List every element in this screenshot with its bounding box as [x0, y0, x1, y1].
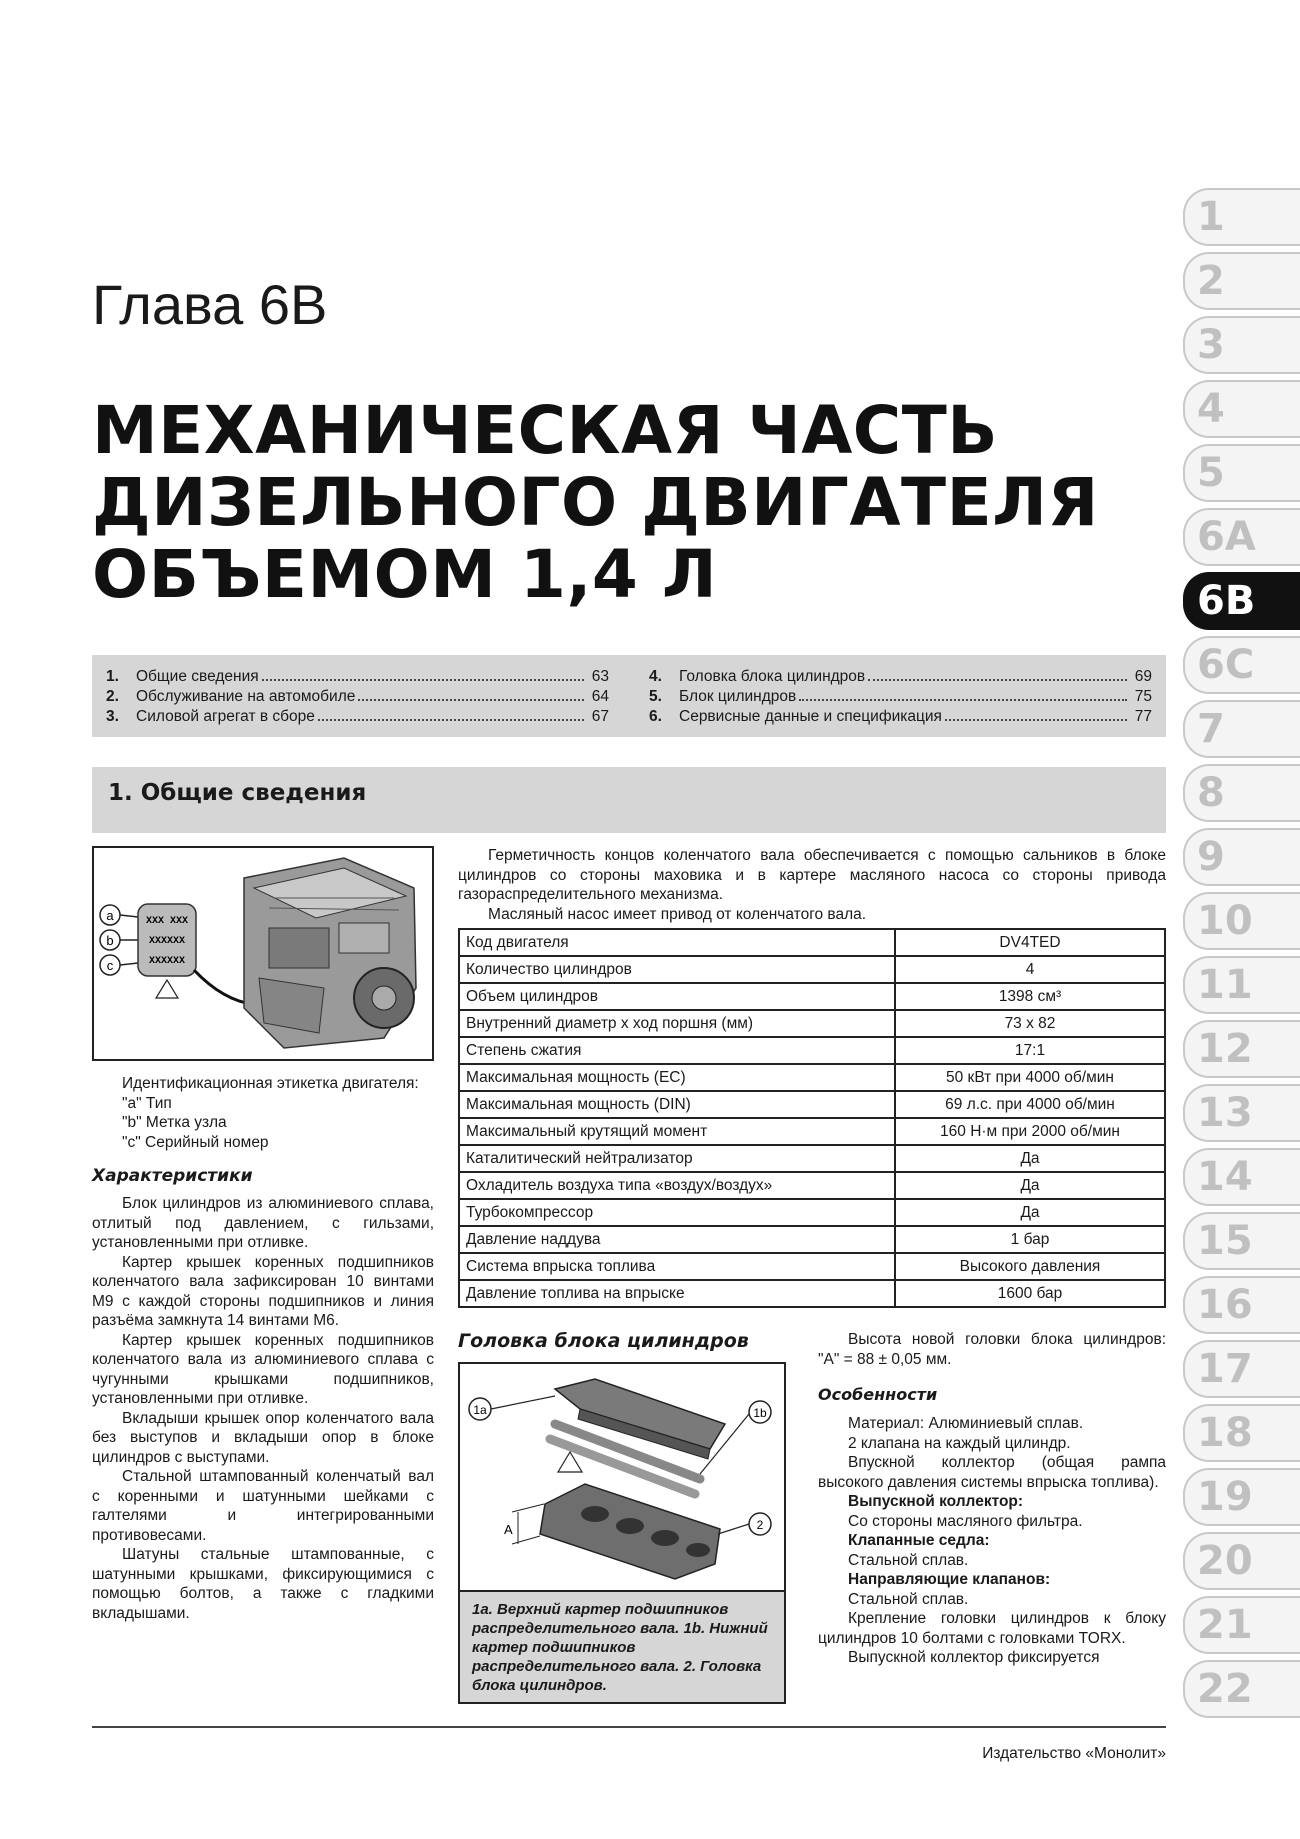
dimension-line	[512, 1504, 544, 1544]
paragraph: Вкладыши крышек опор коленчатого вала без выступов и вкладыши опор в блоке цилиндров с выступами.	[92, 1409, 434, 1466]
valve-seats-label: Клапанные седла:	[848, 1532, 990, 1549]
characteristics-heading: Характеристики	[92, 1166, 253, 1186]
marker-1a: 1a	[473, 1403, 487, 1417]
spec-param: Турбокомпрессор	[459, 1199, 895, 1226]
engine-illustration	[92, 846, 434, 1061]
spec-value: 17:1	[895, 1037, 1165, 1064]
spec-value: Да	[895, 1172, 1165, 1199]
figure-caption: 1a. Верхний картер подшипников распределительного вала. 1b. Нижний картер подшипников распределительного вала. 2. Головка блока цилиндров.	[458, 1592, 786, 1704]
title-line: МЕХАНИЧЕСКАЯ ЧАСТЬ	[92, 392, 999, 469]
spec-value: Высокого давления	[895, 1253, 1165, 1280]
toc-entry[interactable]	[649, 707, 1152, 727]
chapter-tab[interactable]: 2	[1183, 252, 1300, 310]
toc-number: 2.	[106, 688, 119, 705]
table-row	[459, 1118, 1165, 1145]
chapter-tab[interactable]: 15	[1183, 1212, 1300, 1270]
paragraph: Стальной штампованный коленчатый вал с коренными и шатунными шейками с галтелями и интегрированными противовесами.	[92, 1468, 434, 1544]
toc-title: Сервисные данные и спецификация	[679, 708, 942, 725]
valve-guides-label: Направляющие клапанов:	[848, 1571, 1051, 1588]
features-heading: Особенности	[818, 1385, 938, 1404]
material-text: Материал: Алюминиевый сплав.	[848, 1415, 1084, 1432]
toc-number: 1.	[106, 668, 119, 685]
marker-c: c	[106, 958, 114, 973]
table-row	[459, 1064, 1165, 1091]
spec-value: 1600 бар	[895, 1280, 1165, 1307]
table-row	[459, 1199, 1165, 1226]
spec-value: Да	[895, 1145, 1165, 1172]
table-row	[459, 1226, 1165, 1253]
spec-param: Объем цилиндров	[459, 983, 895, 1010]
intro-text	[458, 846, 1166, 924]
marker-leader	[491, 1396, 555, 1409]
chapter-tab[interactable]: 12	[1183, 1020, 1300, 1078]
engine-block-icon	[244, 858, 416, 1048]
paragraph: Блок цилиндров из алюминиевого сплава, отлитый под давлением, с гильзами, установленными при отливке.	[92, 1195, 434, 1251]
chapter-tabs	[1183, 188, 1300, 1724]
chapter-tab[interactable]: 19	[1183, 1468, 1300, 1526]
toc-number: 4.	[649, 668, 662, 685]
toc-page: 64	[591, 688, 609, 705]
toc-leader	[358, 687, 584, 701]
valve-guides-text: Стальной сплав.	[848, 1590, 969, 1608]
spec-param: Охладитель воздуха типа «воздух/воздух»	[459, 1172, 895, 1199]
paragraph: Картер крышек коренных подшипников коленчатого вала зафиксирован 10 винтами M9 с каждой стороны подшипников и линия разъёма замкнута 14 винтами M6.	[92, 1253, 434, 1329]
table-row	[459, 929, 1165, 956]
right-column	[818, 1330, 1166, 1668]
paragraph: Картер крышек коренных подшипников коленчатого вала из алюминиевого сплава с чугунными крышками подшипников, установленными при отливке.	[92, 1331, 434, 1407]
toc-entry[interactable]	[649, 687, 1152, 707]
spec-value: 4	[895, 956, 1165, 983]
chapter-tab[interactable]: 9	[1183, 828, 1300, 886]
marker-leader	[120, 915, 138, 965]
toc-page: 75	[1134, 688, 1152, 705]
cylinder-head-illustration	[458, 1362, 786, 1592]
table-row	[459, 1145, 1165, 1172]
head-height-text: Высота новой головки блока цилиндров: "A" = 88 ± 0,05 мм.	[818, 1331, 1166, 1368]
spec-param: Давление наддува	[459, 1226, 895, 1253]
toc-entry[interactable]	[649, 667, 1152, 687]
spec-value: 69 л.с. при 4000 об/мин	[895, 1091, 1165, 1118]
chapter-label: Глава 6B	[92, 273, 328, 336]
toc-page: 67	[591, 708, 609, 725]
table-row	[459, 1280, 1165, 1307]
paragraph: Герметичность концов коленчатого вала обеспечивается с помощью сальников в блоке цилиндров со стороны маховика и в картере масляного насоса со стороны привода газораспределительного механизма.	[458, 847, 1166, 903]
label-row: XXXXXX	[148, 936, 186, 947]
toc-leader	[318, 707, 584, 721]
exhaust-text: Со стороны масляного фильтра.	[848, 1512, 1083, 1530]
table-row	[459, 1037, 1165, 1064]
toc-number: 6.	[649, 708, 662, 725]
marker-leader	[718, 1524, 749, 1534]
chapter-tab[interactable]: 16	[1183, 1276, 1300, 1334]
spec-param: Максимальный крутящий момент	[459, 1118, 895, 1145]
left-column	[92, 1074, 434, 1623]
toc-title: Головка блока цилиндров	[679, 668, 866, 685]
chapter-tab[interactable]: 21	[1183, 1596, 1300, 1654]
toc-title: Силовой агрегат в сборе	[136, 708, 315, 725]
toc-number: 5.	[649, 688, 662, 705]
spec-param: Давление топлива на впрыске	[459, 1280, 895, 1307]
toc-leader	[262, 667, 584, 681]
spec-param: Количество цилиндров	[459, 956, 895, 983]
paragraph: Масляный насос имеет привод от коленчатого вала.	[488, 905, 867, 923]
spec-value: 73 x 82	[895, 1010, 1165, 1037]
chapter-tab[interactable]: 8	[1183, 764, 1300, 822]
toc-leader	[799, 687, 1127, 701]
table-row	[459, 983, 1165, 1010]
toc-column-left	[106, 667, 609, 725]
chapter-tab[interactable]: 7	[1183, 700, 1300, 758]
title-line: ДИЗЕЛЬНОГО ДВИГАТЕЛЯ	[92, 464, 1099, 541]
id-label-item: "a" Тип	[122, 1094, 172, 1112]
chapter-tab[interactable]: 6A	[1183, 508, 1300, 566]
chapter-tab[interactable]: 22	[1183, 1660, 1300, 1718]
spec-table	[458, 928, 1166, 1308]
chapter-tab[interactable]: 20	[1183, 1532, 1300, 1590]
dimension-label: A	[504, 1522, 513, 1537]
toc-page: 77	[1134, 708, 1152, 725]
chapter-tab[interactable]: 13	[1183, 1084, 1300, 1142]
table-row	[459, 1172, 1165, 1199]
warning-icon	[558, 1452, 582, 1472]
toc-entry[interactable]	[106, 667, 609, 687]
toc-column-right	[649, 667, 1152, 725]
toc-number: 3.	[106, 708, 119, 725]
chapter-tab[interactable]: 10	[1183, 892, 1300, 950]
toc-page: 69	[1134, 668, 1152, 685]
publisher-credit: Издательство «Монолит»	[982, 1745, 1166, 1762]
title-line: ОБЪЕМОМ 1,4 Л	[92, 536, 718, 613]
chapter-tab[interactable]: 14	[1183, 1148, 1300, 1206]
cylinder-head-heading: Головка блока цилиндров	[458, 1330, 749, 1352]
marker-1b: 1b	[753, 1406, 767, 1420]
chapter-tab[interactable]: 11	[1183, 956, 1300, 1014]
chapter-tab[interactable]: 1	[1183, 188, 1300, 246]
spec-value: 160 Н·м при 2000 об/мин	[895, 1118, 1165, 1145]
spec-param: Максимальная мощность (DIN)	[459, 1091, 895, 1118]
toc-leader	[868, 667, 1127, 681]
table-row	[459, 1253, 1165, 1280]
continuation-text: Выпускной коллектор фиксируется	[848, 1649, 1100, 1666]
toc-entry[interactable]	[106, 707, 609, 727]
table-of-contents	[92, 655, 1166, 737]
id-label-intro: Идентификационная этикетка двигателя:	[122, 1075, 419, 1092]
table-row	[459, 956, 1165, 983]
label-row: XXXXXX	[148, 956, 186, 967]
page-title	[92, 392, 1099, 613]
chapter-tab[interactable]: 6C	[1183, 636, 1300, 694]
chapter-tab[interactable]: 17	[1183, 1340, 1300, 1398]
chapter-tab-active[interactable]: 6B	[1183, 572, 1300, 630]
marker-b: b	[106, 933, 114, 948]
spec-param: Код двигателя	[459, 929, 895, 956]
id-label-item: "c" Серийный номер	[122, 1133, 269, 1151]
chapter-tab[interactable]: 18	[1183, 1404, 1300, 1462]
spec-param: Степень сжатия	[459, 1037, 895, 1064]
paragraph: Шатуны стальные штампованные, с шатунными крышками, фиксирующимися с помощью болтов, а также с гладкими вкладышами.	[92, 1546, 434, 1622]
intake-text: Впускной коллектор (общая рампа высокого давления системы впрыска топлива).	[818, 1454, 1166, 1491]
spec-param: Система впрыска топлива	[459, 1253, 895, 1280]
mounting-text: Крепление головки цилиндров к блоку цилиндров 10 болтами с головками TORX.	[818, 1610, 1166, 1647]
table-row	[459, 1010, 1165, 1037]
spec-param: Каталитический нейтрализатор	[459, 1145, 895, 1172]
section-header: 1. Общие сведения	[92, 767, 1166, 833]
warning-icon	[156, 980, 178, 998]
spec-value: 1398 см³	[895, 983, 1165, 1010]
chapter-tab[interactable]: 4	[1183, 380, 1300, 438]
exhaust-label: Выпускной коллектор:	[848, 1493, 1024, 1510]
marker-a: a	[106, 908, 114, 923]
chapter-tab[interactable]: 5	[1183, 444, 1300, 502]
id-label-item: "b" Метка узла	[122, 1114, 227, 1131]
valves-text: 2 клапана на каждый цилиндр.	[848, 1434, 1071, 1452]
toc-entry[interactable]	[106, 687, 609, 707]
cylinder-head-drawing	[460, 1364, 784, 1590]
cylinder-head-block-icon	[540, 1484, 720, 1579]
toc-leader	[945, 707, 1127, 721]
toc-title: Обслуживание на автомобиле	[136, 688, 356, 705]
footer-divider	[92, 1726, 1166, 1728]
spec-value: 1 бар	[895, 1226, 1165, 1253]
toc-page: 63	[591, 668, 609, 685]
valve-seats-text: Стальной сплав.	[848, 1551, 969, 1569]
table-row	[459, 1091, 1165, 1118]
engine-drawing	[94, 848, 432, 1059]
spec-value: 50 кВт при 4000 об/мин	[895, 1064, 1165, 1091]
spec-param: Внутренний диаметр x ход поршня (мм)	[459, 1010, 895, 1037]
toc-title: Общие сведения	[136, 668, 259, 685]
spec-value: DV4TED	[895, 929, 1165, 956]
label-row: XXX XXX	[145, 916, 189, 927]
chapter-tab[interactable]: 3	[1183, 316, 1300, 374]
spec-value: Да	[895, 1199, 1165, 1226]
marker-2: 2	[756, 1518, 764, 1532]
toc-title: Блок цилиндров	[679, 688, 797, 705]
spec-param: Максимальная мощность (ЕС)	[459, 1064, 895, 1091]
